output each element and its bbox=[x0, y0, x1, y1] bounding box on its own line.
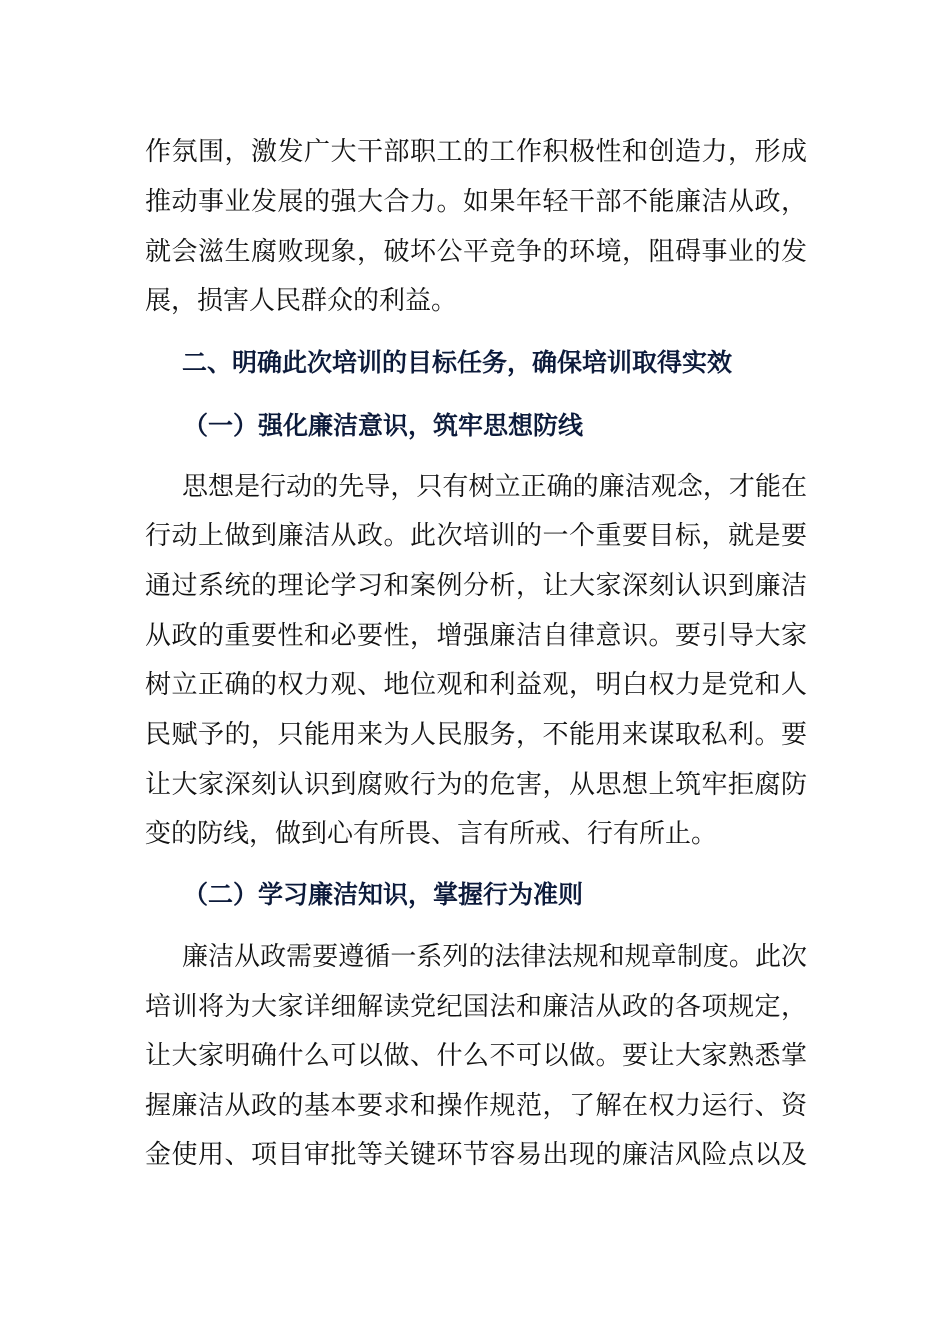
paragraph-line: 金使用、项目审批等关键环节容易出现的廉洁风险点以及 bbox=[145, 1140, 807, 1170]
subsection-heading: （二）学习廉洁知识，掌握行为准则 bbox=[183, 880, 584, 909]
subsection-heading: （一）强化廉洁意识，筑牢思想防线 bbox=[183, 411, 584, 440]
paragraph-line: 让大家明确什么可以做、什么不可以做。要让大家熟悉掌 bbox=[145, 1041, 807, 1071]
section-heading: 二、明确此次培训的目标任务，确保培训取得实效 bbox=[182, 348, 733, 377]
paragraph-line: 思想是行动的先导，只有树立正确的廉洁观念，才能在 bbox=[182, 472, 807, 502]
paragraph-line: 握廉洁从政的基本要求和操作规范，了解在权力运行、资 bbox=[145, 1091, 807, 1121]
paragraph-line: 展，损害人民群众的利益。 bbox=[145, 286, 458, 316]
paragraph-line: 变的防线，做到心有所畏、言有所戒、行有所止。 bbox=[145, 819, 718, 849]
paragraph-line: 树立正确的权力观、地位观和利益观，明白权力是党和人 bbox=[145, 670, 807, 700]
paragraph-line: 让大家深刻认识到腐败行为的危害，从思想上筑牢拒腐防 bbox=[145, 770, 807, 800]
paragraph-line: 从政的重要性和必要性，增强廉洁自律意识。要引导大家 bbox=[145, 621, 807, 651]
paragraph-line: 民赋予的，只能用来为人民服务，不能用来谋取私利。要 bbox=[145, 720, 807, 750]
paragraph-line: 廉洁从政需要遵循一系列的法律法规和规章制度。此次 bbox=[182, 942, 807, 972]
paragraph-line: 作氛围，激发广大干部职工的工作积极性和创造力，形成 bbox=[145, 137, 807, 167]
paragraph-line: 培训将为大家详细解读党纪国法和廉洁从政的各项规定， bbox=[145, 992, 807, 1022]
paragraph-line: 推动事业发展的强大合力。如果年轻干部不能廉洁从政， bbox=[145, 187, 807, 217]
paragraph-line: 就会滋生腐败现象，破坏公平竞争的环境，阻碍事业的发 bbox=[145, 237, 807, 267]
paragraph-line: 行动上做到廉洁从政。此次培训的一个重要目标，就是要 bbox=[145, 521, 807, 551]
paragraph-line: 通过系统的理论学习和案例分析，让大家深刻认识到廉洁 bbox=[145, 571, 807, 601]
